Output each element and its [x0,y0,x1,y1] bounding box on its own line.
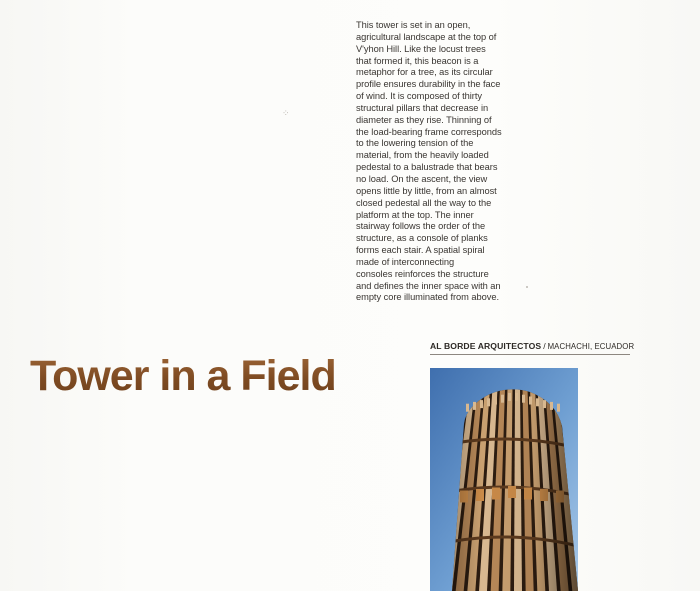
balustrade-post [487,398,490,406]
balustrade-post [536,398,539,406]
article-body: This tower is set in an open, agricultural landscape at the top of V'yhon Hill. Like the locust trees that formed it, this beacon is a metaphor for a tree, as its circular profile ensures durability in the face of wind. It is composed of thirty structural pillars that decrease in diameter as they rise. Thinning of the load-bearing frame corresponds to the lowering tension of the material, from the heavily loaded pedestal to a balustrade that bears no load. On the ascent, the view opens little by little, from an almost closed pedestal all the way to the platform at the top. The inner stairway follows the order of the structure, as a console of planks forms each stair. A spatial spiral made of interconnecting consoles reinforces the structure and defines the inner space with an empty core illuminated from above. [356,20,502,303]
architect-credit [430,341,635,355]
balustrade-post [508,393,511,401]
balustrade-post [515,393,518,401]
architect-name: AL BORDE ARQUITECTOS [430,341,542,351]
balustrade-post [480,400,483,408]
balustrade-post [494,397,497,405]
balustrade-post [473,402,476,410]
print-dot [526,286,528,288]
balustrade-post [529,397,532,405]
credit-separator: / [543,341,546,351]
article-title: Tower in a Field [30,352,336,400]
balustrade-post [522,395,525,403]
print-speck: ⁘ [282,108,290,118]
balustrade-post [550,402,553,410]
project-location: MACHACHI, ECUADOR [547,342,635,351]
balustrade-post [543,400,546,408]
balustrade-post [466,404,469,412]
balustrade-post [501,395,504,403]
tower-illustration [430,368,578,591]
balustrade-post [557,404,560,412]
wooden-tower-photo [430,368,578,591]
